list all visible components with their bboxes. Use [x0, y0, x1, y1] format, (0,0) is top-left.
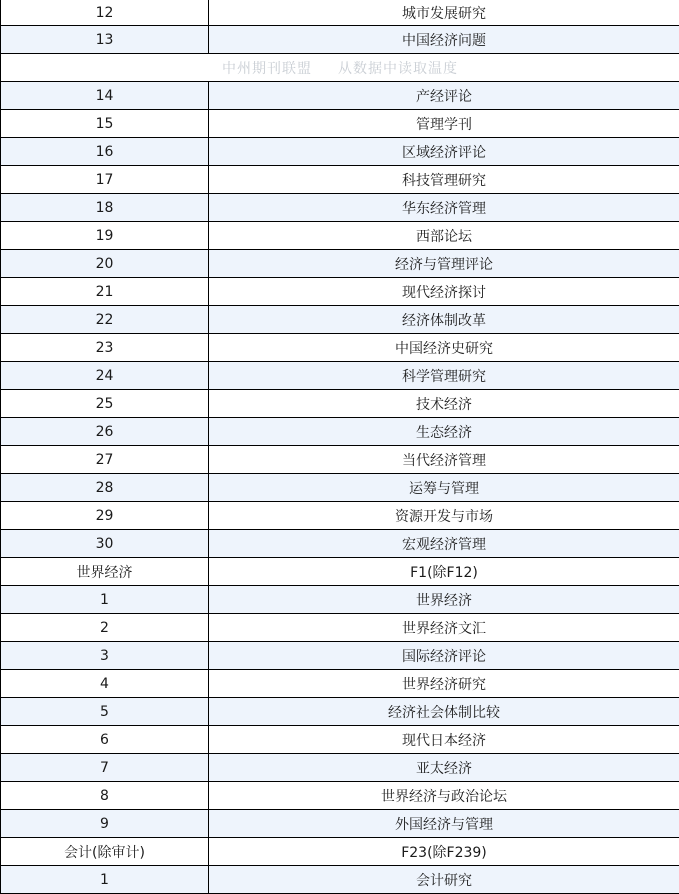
- rank-cell: 1: [1, 586, 209, 614]
- journal-cell: 外国经济与管理: [209, 810, 679, 838]
- table-row: [1, 166, 679, 194]
- rank-cell: 15: [1, 110, 209, 138]
- table-row: [1, 558, 679, 586]
- rank-cell: 21: [1, 278, 209, 306]
- rank-cell: 14: [1, 82, 209, 110]
- table-row: [1, 390, 679, 418]
- journal-cell: 中国经济史研究: [209, 334, 679, 362]
- journal-cell: 世界经济文汇: [209, 614, 679, 642]
- journal-cell: 科技管理研究: [209, 166, 679, 194]
- journal-cell: 世界经济与政治论坛: [209, 782, 679, 810]
- table-row: [1, 782, 679, 810]
- rank-cell: 26: [1, 418, 209, 446]
- rank-cell: 29: [1, 502, 209, 530]
- rank-cell: 世界经济: [1, 558, 209, 586]
- rank-cell: 16: [1, 138, 209, 166]
- journal-cell: F23(除F239): [209, 838, 679, 866]
- journal-cell: 科学管理研究: [209, 362, 679, 390]
- rank-cell: 23: [1, 334, 209, 362]
- journal-cell: 经济社会体制比较: [209, 698, 679, 726]
- journal-cell: 宏观经济管理: [209, 530, 679, 558]
- rank-cell: 1: [1, 866, 209, 894]
- journal-cell: 城市发展研究: [209, 0, 679, 26]
- journal-cell: 华东经济管理: [209, 194, 679, 222]
- table-row: [1, 362, 679, 390]
- journal-cell: 现代日本经济: [209, 726, 679, 754]
- journal-cell: 世界经济: [209, 586, 679, 614]
- journal-cell: 现代经济探讨: [209, 278, 679, 306]
- rank-cell: 8: [1, 782, 209, 810]
- journal-cell: 经济体制改革: [209, 306, 679, 334]
- table-row: [1, 446, 679, 474]
- table-row: [1, 530, 679, 558]
- table-row: [1, 418, 679, 446]
- watermark-cell: [1, 54, 679, 82]
- table-row: [1, 26, 679, 54]
- rank-cell: 会计(除审计): [1, 838, 209, 866]
- rank-cell: 6: [1, 726, 209, 754]
- rank-cell: 7: [1, 754, 209, 782]
- rank-cell: 5: [1, 698, 209, 726]
- table-row: [1, 754, 679, 782]
- rank-cell: 18: [1, 194, 209, 222]
- rank-cell: 22: [1, 306, 209, 334]
- table-row: [1, 810, 679, 838]
- journal-cell: 世界经济研究: [209, 670, 679, 698]
- table-row: [1, 642, 679, 670]
- table-row: [1, 726, 679, 754]
- journal-cell: 管理学刊: [209, 110, 679, 138]
- journal-cell: 资源开发与市场: [209, 502, 679, 530]
- rank-cell: 13: [1, 26, 209, 54]
- journal-cell: 当代经济管理: [209, 446, 679, 474]
- table-row: [1, 278, 679, 306]
- journal-cell: 国际经济评论: [209, 642, 679, 670]
- table-row: [1, 222, 679, 250]
- table-row: [1, 138, 679, 166]
- table-body: [1, 0, 679, 894]
- journal-cell: 产经评论: [209, 82, 679, 110]
- watermark-row: [1, 54, 679, 82]
- rank-cell: 28: [1, 474, 209, 502]
- journal-cell: 技术经济: [209, 390, 679, 418]
- table-row: [1, 0, 679, 26]
- rank-cell: 9: [1, 810, 209, 838]
- table-row: [1, 586, 679, 614]
- table-row: [1, 698, 679, 726]
- watermark-left-text: 中州期刊联盟: [222, 60, 312, 77]
- table-row: [1, 670, 679, 698]
- rank-cell: 17: [1, 166, 209, 194]
- journal-cell: 经济与管理评论: [209, 250, 679, 278]
- rank-cell: 20: [1, 250, 209, 278]
- rank-cell: 3: [1, 642, 209, 670]
- table-row: [1, 334, 679, 362]
- table-row: [1, 110, 679, 138]
- rank-cell: 30: [1, 530, 209, 558]
- journal-cell: 亚太经济: [209, 754, 679, 782]
- rank-cell: 19: [1, 222, 209, 250]
- table-row: [1, 474, 679, 502]
- journal-cell: F1(除F12): [209, 558, 679, 586]
- watermark-right-text: 从数据中读取温度: [338, 60, 458, 77]
- journal-cell: 生态经济: [209, 418, 679, 446]
- journal-cell: 区域经济评论: [209, 138, 679, 166]
- table-row: [1, 306, 679, 334]
- journal-cell: 会计研究: [209, 866, 679, 894]
- table-row: [1, 866, 679, 894]
- rank-cell: 27: [1, 446, 209, 474]
- journal-cell: 运筹与管理: [209, 474, 679, 502]
- table-row: [1, 838, 679, 866]
- rank-cell: 25: [1, 390, 209, 418]
- rank-cell: 4: [1, 670, 209, 698]
- table-row: [1, 614, 679, 642]
- rank-cell: 24: [1, 362, 209, 390]
- table-row: [1, 250, 679, 278]
- rank-cell: 12: [1, 0, 209, 26]
- rank-cell: 2: [1, 614, 209, 642]
- journal-cell: 西部论坛: [209, 222, 679, 250]
- table-row: [1, 82, 679, 110]
- table-row: [1, 502, 679, 530]
- table-row: [1, 194, 679, 222]
- journal-cell: 中国经济问题: [209, 26, 679, 54]
